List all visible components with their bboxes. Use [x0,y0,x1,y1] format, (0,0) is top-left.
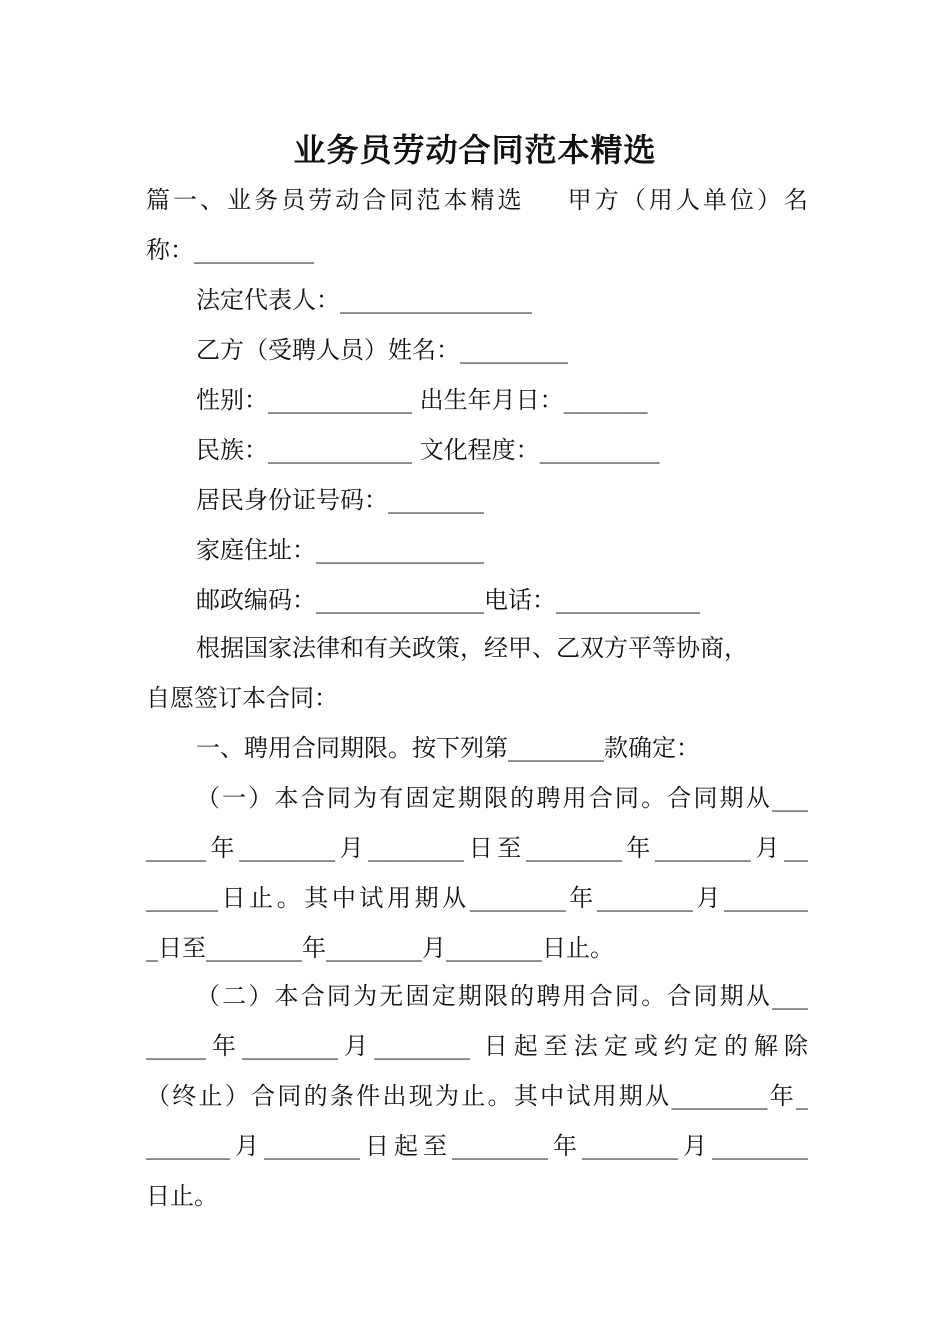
section-heading: 篇一、业务员劳动合同范本精选 [146,186,525,214]
clause-1a-line-4: _日至________年________月________日止。 [146,934,614,962]
legal-representative-line: 法定代表人：________________ [196,286,532,314]
preamble-line-2: 自愿签订本合同： [146,684,338,712]
clause-1b-line-5: 日止。 [146,1182,218,1210]
clause-1b-line-2: _____年________月________ 日起至法定或约定的解除 [146,1032,808,1060]
party-b-name-line: 乙方（受聘人员）姓名：_________ [196,336,568,364]
preamble-line-1: 根据国家法律和有关政策，经甲、乙双方平等协商， [196,634,748,662]
clause-1b-line-3: （终止）合同的条件出现为止。其中试用期从________年_ [146,1082,808,1110]
party-a-label: 甲方（用人单位）名 [564,186,808,214]
home-address-line: 家庭住址：______________ [196,536,484,564]
heading-line-1 [146,180,808,220]
ethnicity-education-line: 民族：____________ 文化程度：__________ [196,436,660,464]
clause-1b-line-4: _______月________日起至________年________月________ [146,1132,808,1160]
gender-birthdate-line: 性别：____________ 出生年月日：_______ [196,386,648,414]
document-title: 业务员劳动合同范本精选 [293,131,657,169]
id-number-line: 居民身份证号码：________ [196,486,484,514]
postal-phone-line: 邮政编码：______________电话：____________ [196,586,700,614]
clause-1-heading: 一、聘用合同期限。按下列第________款确定： [196,734,700,762]
clause-1b-line-1: （二）本合同为无固定期限的聘用合同。合同期从___ [196,982,808,1010]
clause-1a-line-1: （一）本合同为有固定期限的聘用合同。合同期从___ [196,784,808,812]
party-a-name-line: 称：__________ [146,236,314,264]
clause-1a-line-2: _____年________月________日至________年________月__ [146,834,808,862]
clause-1a-line-3: ______日止。其中试用期从________年________月_______ [146,884,808,912]
